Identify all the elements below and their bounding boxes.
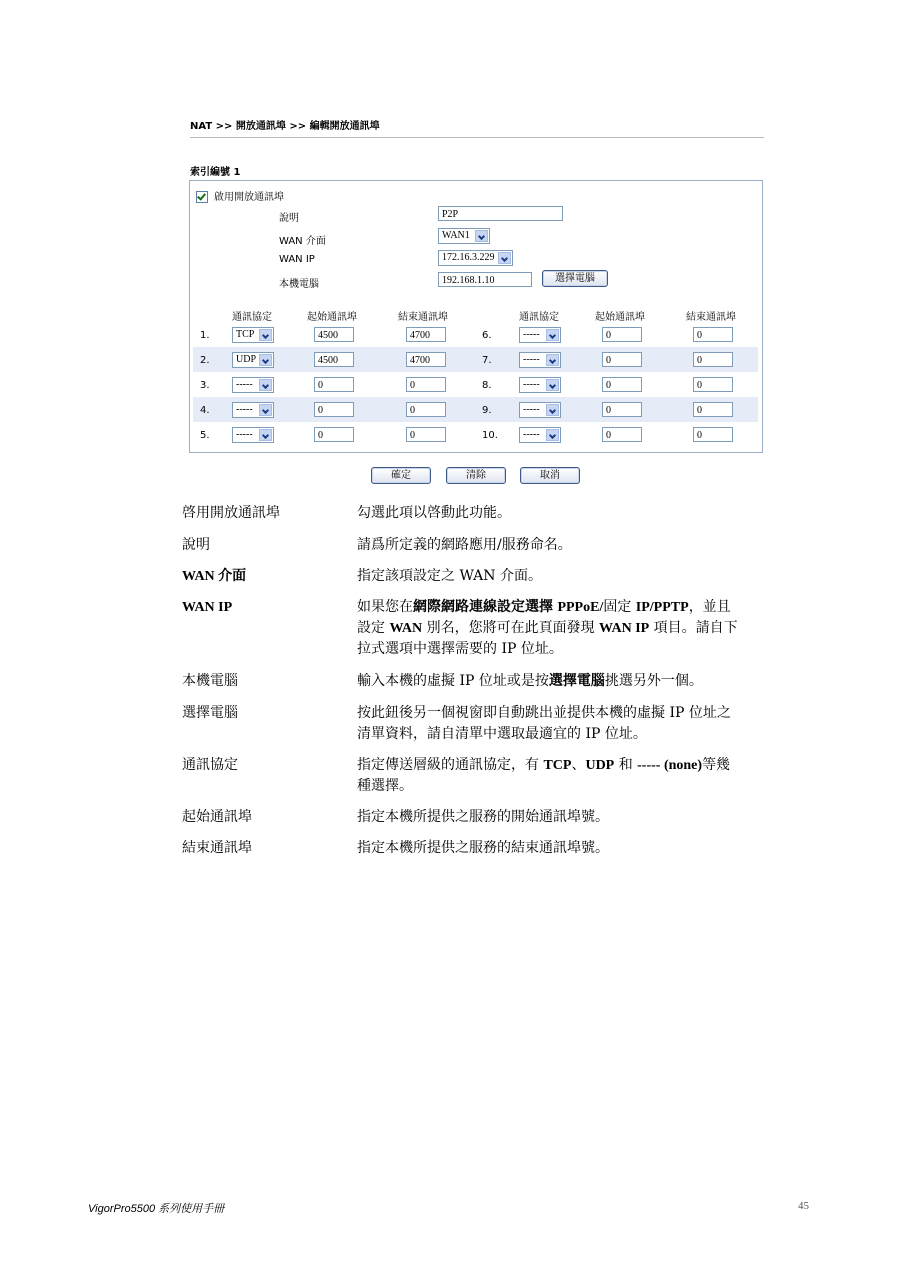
wan-ip-value: 172.16.3.229 (442, 252, 495, 263)
end-port-input[interactable]: 0 (693, 402, 733, 417)
start-port-input[interactable]: 4500 (314, 352, 354, 367)
desc-description: 請爲所定義的網路應用/服務命名。 (357, 537, 572, 553)
protocol-select[interactable] (232, 427, 274, 443)
protocol-value: ----- (523, 429, 540, 440)
col-header-protocol: 通訊協定 (519, 312, 559, 323)
desc-protocol: 指定傳送層級的通訊協定，有 TCP、UDP 和 ----- (none)等幾 種選擇。 (357, 757, 731, 794)
end-port-input[interactable]: 0 (406, 427, 446, 442)
local-pc-input[interactable]: 192.168.1.10 (438, 272, 532, 287)
chevron-down-icon (546, 429, 559, 441)
local-pc-label: 本機電腦 (279, 279, 319, 290)
protocol-select[interactable] (519, 377, 561, 393)
protocol-value: ----- (523, 354, 540, 365)
row-number: 8. (482, 380, 492, 391)
desc-local-pc: 輸入本機的虛擬 IP 位址或是按選擇電腦挑選另外一個。 (357, 673, 703, 689)
desc-start-port: 指定本機所提供之服務的開始通訊埠號。 (357, 809, 609, 825)
term-enable: 啓用開放通訊埠 (182, 505, 280, 521)
start-port-input[interactable]: 4500 (314, 327, 354, 342)
chevron-down-icon (475, 230, 488, 242)
footer-manual-title: VigorPro5500 系列使用手冊 (88, 1203, 225, 1215)
protocol-select[interactable] (519, 352, 561, 368)
breadcrumb: NAT >> 開放通訊埠 >> 編輯開放通訊埠 (190, 121, 380, 132)
start-port-input[interactable]: 0 (314, 427, 354, 442)
chevron-down-icon (259, 429, 272, 441)
end-port-input[interactable]: 0 (406, 402, 446, 417)
chevron-down-icon (546, 329, 559, 341)
term-protocol: 通訊協定 (182, 757, 238, 773)
protocol-select[interactable] (232, 402, 274, 418)
end-port-input[interactable]: 4700 (406, 352, 446, 367)
table-row-shade (193, 347, 758, 372)
row-number: 9. (482, 405, 492, 416)
row-number: 3. (200, 380, 210, 391)
start-port-input[interactable]: 0 (602, 377, 642, 392)
term-local-pc: 本機電腦 (182, 673, 238, 689)
row-number: 10. (482, 430, 498, 441)
wan-ip-label: WAN IP (279, 254, 315, 265)
desc-choose-pc: 按此鈕後另一個視窗即自動跳出並提供本機的虛擬 IP 位址之 清單資料，請自清單中選取最適宜的 IP 位址。 (357, 705, 731, 742)
end-port-input[interactable]: 0 (693, 377, 733, 392)
row-number: 6. (482, 330, 492, 341)
end-port-input[interactable]: 0 (406, 377, 446, 392)
enable-label: 啟用開放通訊埠 (214, 192, 284, 203)
chevron-down-icon (259, 379, 272, 391)
desc-enable: 勾選此項以啓動此功能。 (357, 505, 511, 521)
term-wan-ip: WAN IP (182, 600, 233, 615)
desc-wan-interface: 指定該項設定之 WAN 介面。 (357, 568, 542, 584)
start-port-input[interactable]: 0 (314, 377, 354, 392)
col-header-start-port: 起始通訊埠 (595, 312, 645, 323)
wan-interface-label: WAN 介面 (279, 236, 326, 247)
term-start-port: 起始通訊埠 (182, 809, 252, 825)
choose-pc-button[interactable]: 選擇電腦 (542, 270, 608, 287)
term-choose-pc: 選擇電腦 (182, 705, 238, 721)
enable-checkbox[interactable] (196, 191, 208, 203)
wan-ip-select[interactable] (438, 250, 513, 266)
protocol-value: ----- (523, 329, 540, 340)
term-wan-interface: WAN 介面 (182, 569, 247, 584)
start-port-input[interactable]: 0 (602, 402, 642, 417)
desc-input[interactable]: P2P (438, 206, 563, 221)
end-port-input[interactable]: 4700 (406, 327, 446, 342)
desc-end-port: 指定本機所提供之服務的結束通訊埠號。 (357, 840, 609, 856)
start-port-input[interactable]: 0 (602, 352, 642, 367)
chevron-down-icon (498, 252, 511, 264)
protocol-select[interactable] (232, 377, 274, 393)
col-header-end-port: 結束通訊埠 (398, 312, 448, 323)
end-port-input[interactable]: 0 (693, 427, 733, 442)
chevron-down-icon (546, 354, 559, 366)
index-title: 索引編號 1 (190, 167, 241, 178)
protocol-value: UDP (236, 354, 257, 365)
start-port-input[interactable]: 0 (602, 427, 642, 442)
table-row-shade (193, 397, 758, 422)
start-port-input[interactable]: 0 (314, 402, 354, 417)
chevron-down-icon (546, 379, 559, 391)
chevron-down-icon (259, 329, 272, 341)
protocol-select[interactable] (519, 427, 561, 443)
ok-button[interactable]: 確定 (371, 467, 431, 484)
row-number: 1. (200, 330, 210, 341)
protocol-value: ----- (523, 404, 540, 415)
wan-interface-select[interactable] (438, 228, 490, 244)
col-header-end-port: 結束通訊埠 (686, 312, 736, 323)
col-header-protocol: 通訊協定 (232, 312, 272, 323)
protocol-select[interactable] (519, 402, 561, 418)
divider (190, 137, 764, 138)
row-number: 4. (200, 405, 210, 416)
cancel-button[interactable]: 取消 (520, 467, 580, 484)
protocol-value: ----- (523, 379, 540, 390)
clear-button[interactable]: 清除 (446, 467, 506, 484)
term-description: 說明 (182, 537, 210, 553)
desc-label: 說明 (279, 213, 299, 224)
protocol-value: ----- (236, 404, 253, 415)
wan-interface-value: WAN1 (442, 230, 470, 241)
chevron-down-icon (546, 404, 559, 416)
protocol-select[interactable] (232, 327, 274, 343)
row-number: 2. (200, 355, 210, 366)
term-end-port: 結束通訊埠 (182, 840, 252, 856)
start-port-input[interactable]: 0 (602, 327, 642, 342)
protocol-value: ----- (236, 379, 253, 390)
protocol-select[interactable] (232, 352, 274, 368)
col-header-start-port: 起始通訊埠 (307, 312, 357, 323)
page-number: 45 (798, 1200, 809, 1212)
protocol-value: ----- (236, 429, 253, 440)
protocol-value: TCP (236, 329, 255, 340)
protocol-select[interactable] (519, 327, 561, 343)
end-port-input[interactable]: 0 (693, 327, 733, 342)
row-number: 7. (482, 355, 492, 366)
row-number: 5. (200, 430, 210, 441)
end-port-input[interactable]: 0 (693, 352, 733, 367)
chevron-down-icon (259, 354, 272, 366)
desc-wan-ip: 如果您在網際網路連線設定選擇 PPPoE/固定 IP/PPTP，並且 設定 WAN 別名，您將可在此頁面發現 WAN IP 項目。請自下 拉式選項中選擇需要的 IP 位址。 (357, 599, 738, 657)
chevron-down-icon (259, 404, 272, 416)
